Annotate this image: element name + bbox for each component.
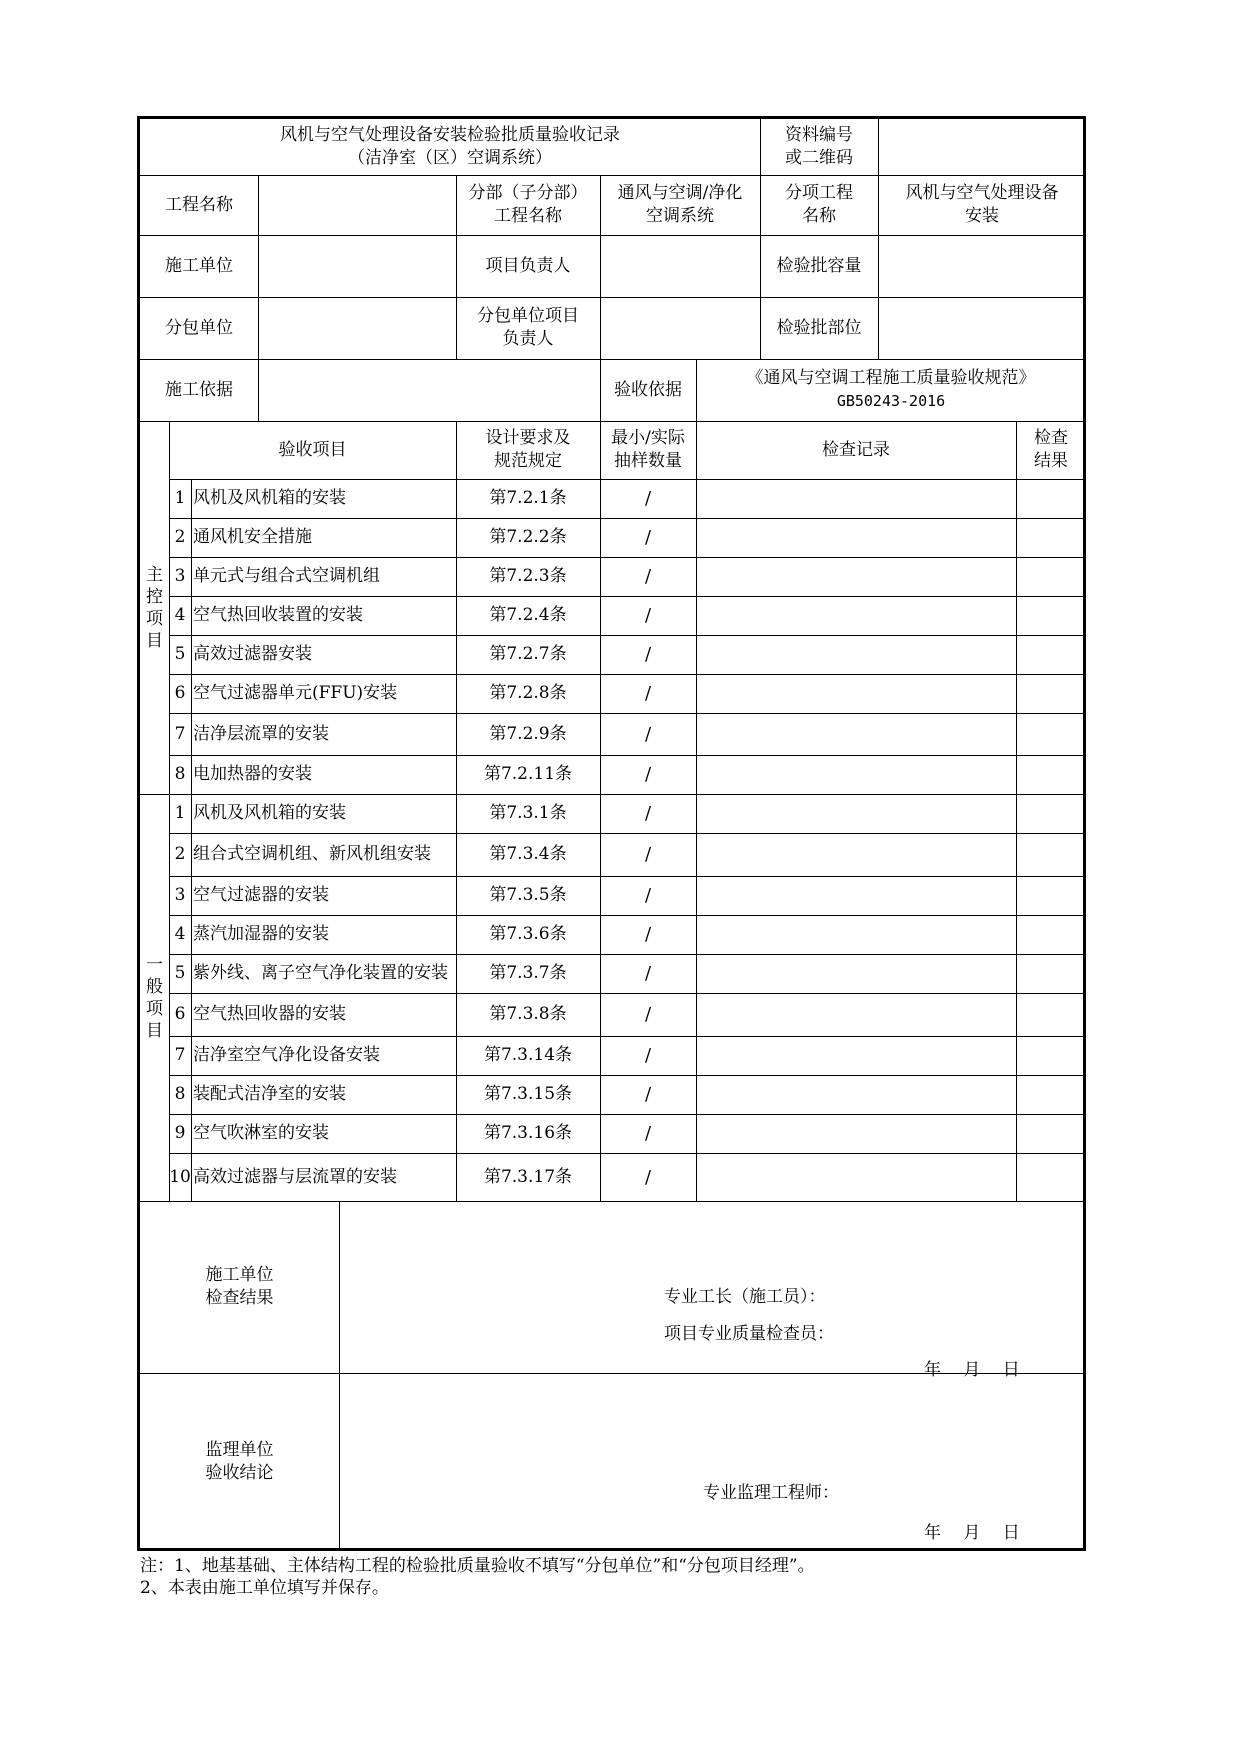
general-item-row-check-record[interactable] bbox=[696, 1114, 1016, 1153]
general-item-row-number: 6 bbox=[174, 1004, 186, 1024]
general-item-row-number: 2 bbox=[174, 844, 186, 864]
main-item-row-clause: 第7.2.2条 bbox=[489, 527, 567, 547]
general-item-row-check-record[interactable] bbox=[696, 1036, 1016, 1075]
general-item-row-sample-count: / bbox=[644, 924, 652, 945]
main-item-row-check-result[interactable] bbox=[1016, 635, 1086, 674]
main-item-row-sample-count: / bbox=[644, 683, 652, 704]
acceptance-basis-value-line1: 《通风与空调工程施工质量验收规范》 bbox=[746, 368, 1036, 388]
general-item-row-item-name: 蒸汽加湿器的安装 bbox=[193, 924, 329, 944]
item-label-line2: 名称 bbox=[802, 206, 836, 226]
general-item-row-number: 4 bbox=[174, 924, 186, 944]
general-item-row-clause: 第7.3.8条 bbox=[489, 1004, 567, 1024]
main-item-row-item-name: 电加热器的安装 bbox=[193, 764, 312, 784]
general-item-row-sample-count: / bbox=[644, 1166, 652, 1188]
column-header-sample-line1: 最小/实际 bbox=[611, 428, 685, 448]
subcontract-unit-field[interactable] bbox=[258, 297, 456, 359]
item-label-line1: 分项工程 bbox=[785, 183, 853, 203]
main-item-row-clause: 第7.2.4条 bbox=[489, 605, 567, 625]
general-item-row-number: 9 bbox=[174, 1123, 186, 1143]
general-item-row-number: 10 bbox=[169, 1166, 191, 1187]
general-item-row-clause: 第7.3.14条 bbox=[483, 1045, 573, 1065]
main-item-row-item-name: 高效过滤器安装 bbox=[193, 644, 312, 664]
general-item-row-sample-count: / bbox=[644, 803, 652, 824]
note-line-2: 2、本表由施工单位填写并保存。 bbox=[140, 1578, 389, 1598]
column-header-record: 检查记录 bbox=[822, 439, 890, 460]
doc-number-label-line1: 资料编号 bbox=[785, 125, 853, 145]
general-item-row-item-name: 空气热回收器的安装 bbox=[193, 1004, 346, 1024]
project-name-field[interactable] bbox=[258, 175, 456, 235]
main-item-row-check-record[interactable] bbox=[696, 755, 1016, 794]
general-item-row-check-record[interactable] bbox=[696, 993, 1016, 1036]
column-header-sample-line2: 抽样数量 bbox=[614, 451, 682, 471]
general-item-row-item-name: 空气过滤器的安装 bbox=[193, 885, 329, 905]
main-item-row-check-result[interactable] bbox=[1016, 557, 1086, 596]
general-item-row-item-name: 装配式洁净室的安装 bbox=[193, 1084, 346, 1104]
sub-part-value bbox=[600, 175, 760, 235]
acceptance-record-form bbox=[137, 116, 1086, 1551]
sub-part-label-line2: 工程名称 bbox=[494, 206, 562, 226]
supervision-label-line2: 验收结论 bbox=[205, 1463, 274, 1483]
main-item-row-number: 7 bbox=[174, 723, 186, 744]
form-notes bbox=[140, 1555, 815, 1599]
general-item-row-check-result[interactable] bbox=[1016, 1153, 1086, 1201]
main-item-row-number: 8 bbox=[174, 764, 186, 784]
general-items-section-label bbox=[140, 794, 169, 1201]
main-item-row-check-record[interactable] bbox=[696, 557, 1016, 596]
batch-capacity-field[interactable] bbox=[878, 235, 1086, 297]
general-item-row-check-record[interactable] bbox=[696, 915, 1016, 954]
item-value bbox=[878, 175, 1086, 235]
construction-check-label-line2: 检查结果 bbox=[205, 1288, 274, 1308]
subcontract-manager-label bbox=[456, 297, 600, 359]
main-item-row-number: 4 bbox=[174, 605, 186, 625]
main-item-row-number: 3 bbox=[174, 566, 186, 586]
construction-check-date: 年 月 日 bbox=[924, 1360, 1020, 1380]
general-item-row-number: 8 bbox=[174, 1084, 186, 1104]
main-item-row-item-name: 空气热回收装置的安装 bbox=[193, 605, 363, 625]
batch-capacity-label: 检验批容量 bbox=[776, 255, 862, 276]
general-item-row-clause: 第7.3.5条 bbox=[489, 885, 567, 905]
main-item-row-number: 1 bbox=[174, 488, 186, 508]
general-item-row-item-name: 组合式空调机组、新风机组安装 bbox=[193, 844, 431, 864]
general-item-row-sample-count: / bbox=[644, 1084, 652, 1105]
construction-basis-field[interactable] bbox=[258, 359, 600, 421]
main-items-section-label bbox=[140, 421, 169, 794]
general-item-row-clause: 第7.3.15条 bbox=[483, 1084, 573, 1104]
sub-part-label-line1: 分部（子分部） bbox=[468, 183, 588, 203]
main-item-row-check-result[interactable] bbox=[1016, 518, 1086, 557]
main-item-row-check-record[interactable] bbox=[696, 518, 1016, 557]
foreman-signature-label: 专业工长（施工员）： bbox=[664, 1287, 826, 1307]
main-item-row-sample-count: / bbox=[644, 488, 652, 509]
main-item-row-clause: 第7.2.9条 bbox=[489, 723, 567, 744]
main-item-row-check-result[interactable] bbox=[1016, 713, 1086, 755]
form-title-line2: （洁净室（区）空调系统） bbox=[348, 148, 552, 168]
general-item-row-check-record[interactable] bbox=[696, 954, 1016, 993]
main-item-row-check-record[interactable] bbox=[696, 674, 1016, 713]
doc-number-field[interactable] bbox=[878, 119, 1086, 175]
general-item-row-item-name: 紫外线、离子空气净化装置的安装 bbox=[193, 963, 448, 983]
general-item-row-sample-count: / bbox=[644, 844, 652, 865]
item-label bbox=[760, 175, 878, 235]
general-item-row-number: 7 bbox=[174, 1045, 186, 1065]
main-item-row-item-name: 洁净层流罩的安装 bbox=[193, 723, 329, 744]
subcontract-manager-label-line1: 分包单位项目 bbox=[477, 306, 579, 326]
general-item-row-clause: 第7.3.4条 bbox=[489, 844, 567, 864]
project-manager-label: 项目负责人 bbox=[485, 255, 571, 276]
sub-part-value-line1: 通风与空调/净化 bbox=[617, 183, 743, 203]
main-item-row-item-name: 空气过滤器单元(FFU)安装 bbox=[193, 683, 398, 703]
main-item-row-check-record[interactable] bbox=[696, 596, 1016, 635]
general-item-row-check-record[interactable] bbox=[696, 1153, 1016, 1201]
subcontract-manager-label-line2: 负责人 bbox=[502, 329, 554, 349]
general-item-row-clause: 第7.3.16条 bbox=[483, 1123, 573, 1143]
column-header-result-line2: 结果 bbox=[1034, 451, 1068, 471]
main-item-row-clause: 第7.2.3条 bbox=[489, 566, 567, 586]
main-item-row-clause: 第7.2.1条 bbox=[489, 488, 567, 508]
sub-part-label bbox=[456, 175, 600, 235]
supervision-label bbox=[140, 1373, 339, 1551]
main-item-row-number: 2 bbox=[174, 527, 186, 547]
column-header-result bbox=[1016, 421, 1086, 479]
main-item-row-sample-count: / bbox=[644, 527, 652, 548]
main-item-row-clause: 第7.2.8条 bbox=[489, 683, 567, 703]
general-item-row-check-result[interactable] bbox=[1016, 1036, 1086, 1075]
general-item-row-check-result[interactable] bbox=[1016, 954, 1086, 993]
form-title-line1: 风机与空气处理设备安装检验批质量验收记录 bbox=[280, 125, 620, 145]
column-header-design-line2: 规范规定 bbox=[494, 451, 562, 471]
general-item-row-item-name: 空气吹淋室的安装 bbox=[193, 1123, 329, 1143]
main-item-row-item-name: 通风机安全措施 bbox=[193, 527, 312, 547]
general-item-row-check-record[interactable] bbox=[696, 1075, 1016, 1114]
main-item-row-sample-count: / bbox=[644, 605, 652, 626]
general-item-row-item-name: 高效过滤器与层流罩的安装 bbox=[193, 1166, 397, 1187]
construction-unit-label: 施工单位 bbox=[165, 255, 233, 276]
main-item-row-check-result[interactable] bbox=[1016, 674, 1086, 713]
main-item-row-number: 6 bbox=[174, 683, 186, 703]
main-item-row-clause: 第7.2.11条 bbox=[483, 764, 573, 784]
item-value-line2: 安装 bbox=[965, 206, 999, 226]
general-item-row-number: 3 bbox=[174, 885, 186, 905]
main-item-row-check-result[interactable] bbox=[1016, 479, 1086, 518]
general-item-row-sample-count: / bbox=[644, 885, 652, 906]
general-item-row-clause: 第7.3.7条 bbox=[489, 963, 567, 983]
column-header-item: 验收项目 bbox=[278, 439, 347, 460]
main-item-row-check-record[interactable] bbox=[696, 713, 1016, 755]
construction-check-label-line1: 施工单位 bbox=[205, 1265, 274, 1285]
subcontract-unit-label: 分包单位 bbox=[165, 317, 233, 338]
subcontract-manager-field[interactable] bbox=[600, 297, 760, 359]
item-value-line1: 风机与空气处理设备 bbox=[905, 183, 1059, 203]
main-item-row-sample-count: / bbox=[644, 566, 652, 587]
main-item-row-check-result[interactable] bbox=[1016, 755, 1086, 794]
main-items-label-text: 主控项目 bbox=[145, 564, 163, 651]
column-header-result-line1: 检查 bbox=[1034, 428, 1068, 448]
acceptance-basis-value-line2: GB50243-2016 bbox=[836, 392, 946, 410]
construction-check-label bbox=[140, 1201, 339, 1373]
main-item-row-clause: 第7.2.7条 bbox=[489, 644, 567, 664]
main-item-row-sample-count: / bbox=[644, 644, 652, 665]
batch-location-field[interactable] bbox=[878, 297, 1086, 359]
acceptance-basis-label: 验收依据 bbox=[614, 379, 682, 400]
general-item-row-check-result[interactable] bbox=[1016, 1114, 1086, 1153]
construction-basis-label: 施工依据 bbox=[165, 379, 233, 400]
general-item-row-clause: 第7.3.1条 bbox=[489, 803, 567, 823]
main-item-row-item-name: 风机及风机箱的安装 bbox=[193, 488, 346, 508]
main-item-row-check-result[interactable] bbox=[1016, 596, 1086, 635]
supervision-label-line1: 监理单位 bbox=[205, 1440, 274, 1460]
general-item-row-check-record[interactable] bbox=[696, 833, 1016, 876]
sub-part-value-line2: 空调系统 bbox=[646, 206, 714, 226]
project-name-label: 工程名称 bbox=[165, 194, 233, 215]
general-item-row-check-result[interactable] bbox=[1016, 993, 1086, 1036]
general-item-row-item-name: 洁净室空气净化设备安装 bbox=[193, 1045, 380, 1065]
note-line-1: 注：1、地基基础、主体结构工程的检验批质量验收不填写“分包单位”和“分包项目经理”。 bbox=[140, 1556, 815, 1576]
batch-location-label: 检验批部位 bbox=[776, 317, 862, 338]
general-item-row-check-result[interactable] bbox=[1016, 1075, 1086, 1114]
general-item-row-check-record[interactable] bbox=[696, 794, 1016, 833]
main-item-row-sample-count: / bbox=[644, 723, 652, 745]
doc-number-label-line2: 或二维码 bbox=[785, 148, 853, 168]
column-header-sample bbox=[600, 421, 696, 479]
quality-inspector-signature-label: 项目专业质量检查员： bbox=[664, 1324, 834, 1344]
general-item-row-check-record[interactable] bbox=[696, 876, 1016, 915]
supervision-date: 年 月 日 bbox=[924, 1523, 1020, 1543]
main-item-row-check-record[interactable] bbox=[696, 635, 1016, 674]
general-item-row-sample-count: / bbox=[644, 963, 652, 984]
acceptance-basis-value bbox=[696, 359, 1086, 421]
column-header-design bbox=[456, 421, 600, 479]
main-item-row-sample-count: / bbox=[644, 764, 652, 785]
general-item-row-number: 5 bbox=[174, 963, 186, 983]
construction-unit-field[interactable] bbox=[258, 235, 456, 297]
general-item-row-sample-count: / bbox=[644, 1123, 652, 1144]
project-manager-field[interactable] bbox=[600, 235, 760, 297]
form-title bbox=[140, 119, 760, 175]
general-item-row-clause: 第7.3.17条 bbox=[483, 1166, 573, 1187]
general-item-row-number: 1 bbox=[174, 803, 186, 823]
general-item-row-sample-count: / bbox=[644, 1045, 652, 1066]
general-item-row-sample-count: / bbox=[644, 1004, 652, 1025]
general-item-row-check-result[interactable] bbox=[1016, 833, 1086, 876]
main-item-row-item-name: 单元式与组合式空调机组 bbox=[193, 566, 380, 586]
general-item-row-check-result[interactable] bbox=[1016, 915, 1086, 954]
general-item-row-check-result[interactable] bbox=[1016, 794, 1086, 833]
main-item-row-check-record[interactable] bbox=[696, 479, 1016, 518]
general-item-row-item-name: 风机及风机箱的安装 bbox=[193, 803, 346, 823]
doc-number-label bbox=[760, 119, 878, 175]
column-header-design-line1: 设计要求及 bbox=[485, 428, 571, 448]
general-items-label-text: 一般项目 bbox=[145, 954, 163, 1041]
general-item-row-clause: 第7.3.6条 bbox=[489, 924, 567, 944]
main-item-row-number: 5 bbox=[174, 644, 186, 664]
supervision-engineer-signature-label: 专业监理工程师： bbox=[703, 1483, 839, 1503]
general-item-row-check-result[interactable] bbox=[1016, 876, 1086, 915]
